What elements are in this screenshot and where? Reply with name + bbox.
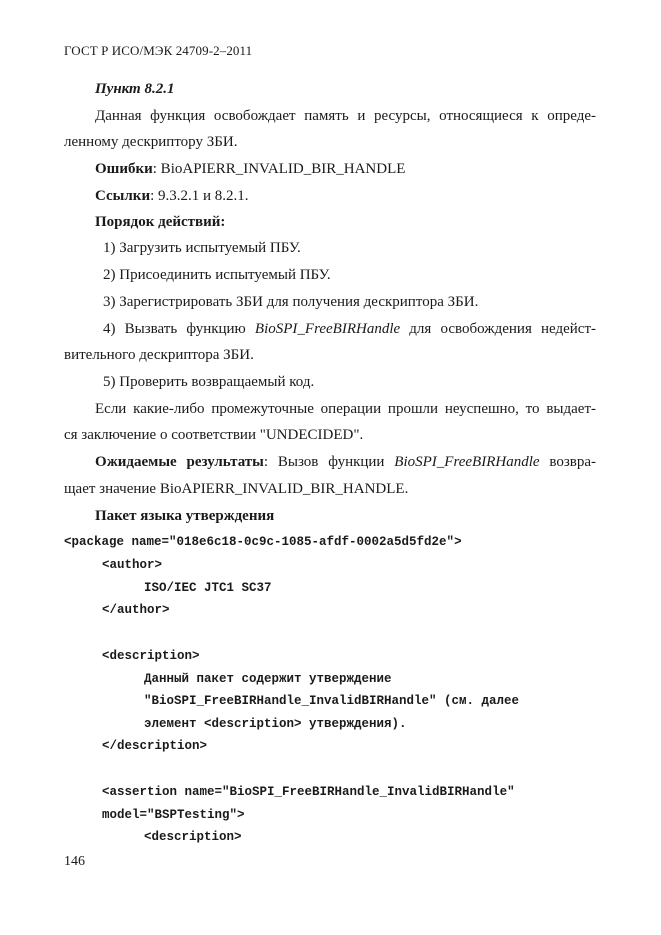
step-4-text-post: для освобождения недейст- xyxy=(400,321,596,337)
step-1: 1) Загрузить испытуемый ПБУ. xyxy=(103,240,301,256)
note-line-1: Если какие-либо промежуточные операции прошли неуспешно, то выдает- xyxy=(95,401,596,417)
expected-label: Ожидаемые результаты xyxy=(95,454,264,470)
procedure-title: Порядок действий: xyxy=(95,214,226,230)
code-line-author-value: ISO/IEC JTC1 SC37 xyxy=(144,581,272,595)
code-line-description-text-1: Данный пакет содержит утверждение xyxy=(144,672,392,686)
code-line-author-close: </author> xyxy=(102,603,170,617)
expected-text-pre: : Вызов функции xyxy=(263,454,395,470)
refs-line xyxy=(95,187,249,205)
intro-line-1: Данная функция освобождает память и ресурсы, относящиеся к опреде- xyxy=(95,108,596,124)
step-5: 5) Проверить возвращаемый код. xyxy=(103,374,315,390)
expected-function: BioSPI_FreeBIRHandle xyxy=(394,454,540,470)
expected-line-2: щает значение BioAPIERR_INVALID_BIR_HANDLE. xyxy=(64,481,409,497)
errors-value: : BioAPIERR_INVALID_BIR_HANDLE xyxy=(152,161,406,177)
clause-title: Пункт 8.2.1 xyxy=(95,81,175,97)
note-line-2: ся заключение о соответствии "UNDECIDED". xyxy=(64,427,364,443)
expected-line-1 xyxy=(95,453,596,471)
code-line-description-open: <description> xyxy=(102,649,200,663)
errors-line xyxy=(95,160,405,178)
step-4-continuation: вительного дескриптора ЗБИ. xyxy=(64,347,254,363)
code-line-assertion-description-open: <description> xyxy=(144,830,242,844)
errors-label: Ошибки xyxy=(95,161,153,177)
intro-line-2: ленному дескриптору ЗБИ. xyxy=(64,134,238,150)
code-line-description-text-2: "BioSPI_FreeBIRHandle_InvalidBIRHandle" (см. далее xyxy=(144,694,520,708)
page-number: 146 xyxy=(64,854,85,869)
step-4 xyxy=(103,320,596,338)
step-4-function: BioSPI_FreeBIRHandle xyxy=(254,321,401,337)
code-line-description-text-3: элемент <description> утверждения). xyxy=(144,717,407,731)
refs-label: Ссылки xyxy=(95,188,151,204)
code-line-description-close: </description> xyxy=(102,739,208,753)
step-3: 3) Зарегистрировать ЗБИ для получения дескриптора ЗБИ. xyxy=(103,294,479,310)
code-line-package: <package name="018e6c18-0c9c-1085-afdf-0002a5d5fd2e"> xyxy=(64,535,462,549)
package-title: Пакет языка утверждения xyxy=(95,508,275,524)
expected-text-post: возвра- xyxy=(539,454,596,470)
step-2: 2) Присоединить испытуемый ПБУ. xyxy=(103,267,331,283)
document-header: ГОСТ Р ИСО/МЭК 24709-2–2011 xyxy=(64,43,253,58)
code-line-author-open: <author> xyxy=(102,558,163,572)
refs-value: : 9.3.2.1 и 8.2.1. xyxy=(150,188,249,204)
step-4-text-pre: 4) Вызвать функцию xyxy=(103,321,255,337)
code-line-assertion: <assertion name="BioSPI_FreeBIRHandle_InvalidBIRHandle" xyxy=(102,785,515,799)
code-line-assertion-model: model="BSPTesting"> xyxy=(102,808,245,822)
